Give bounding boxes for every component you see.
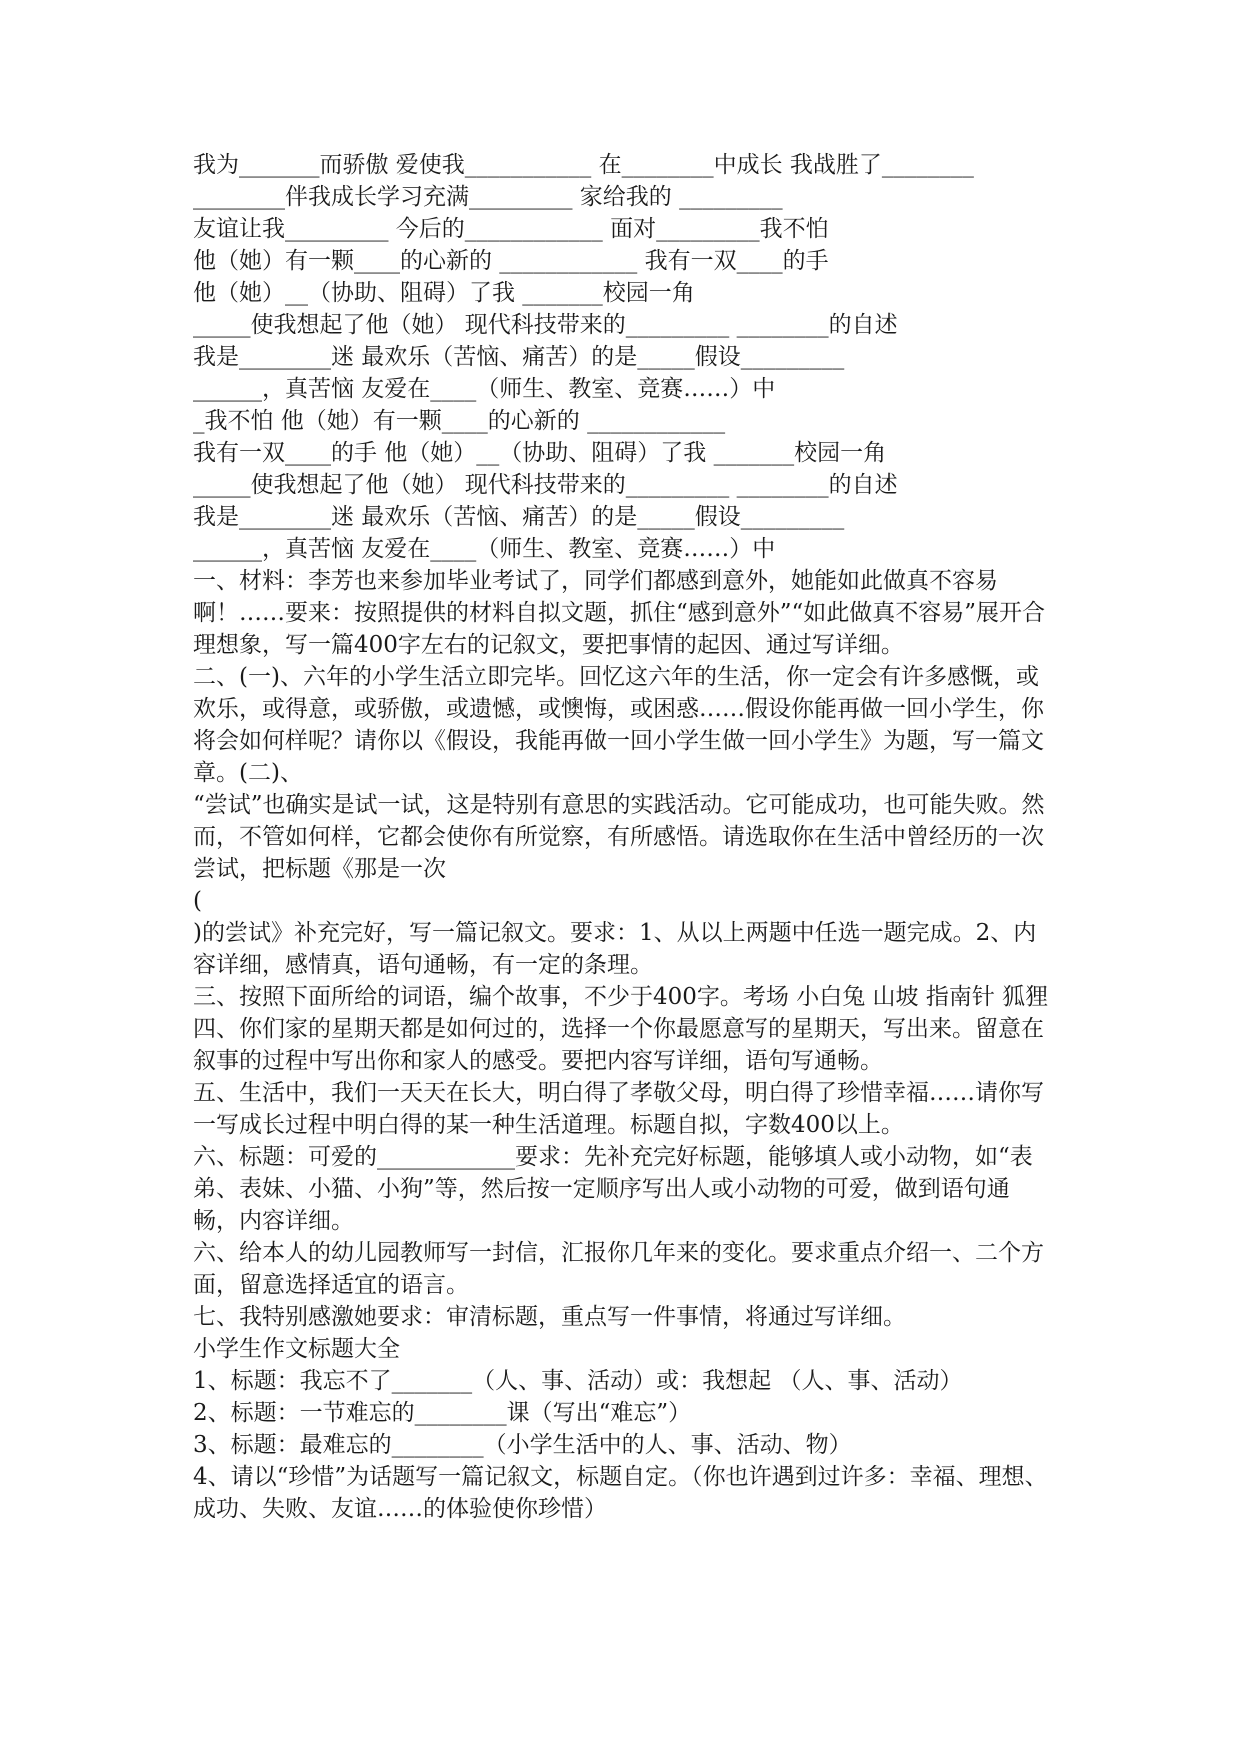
- fill-in-line-1: 我为_______而骄傲 爱使我___________ 在________中成长 我战胜了________: [193, 152, 974, 178]
- fill-in-line-10: 我有一双____的手 他（她）__（协助、阻碍）了我 _______校园一角: [193, 440, 887, 466]
- title-item-3: 3、标题：最难忘的________（小学生活中的人、事、活动、物）: [193, 1432, 852, 1458]
- prompt-two-part-two: “尝试”也确实是试一试，这是特别有意思的实践活动。它可能成功，也可能失败。然而，不管如何样，它都会使你有所觉察，有所感悟。请选取你在生活中曾经历的一次尝试，把标题《那是一次: [193, 792, 1045, 882]
- document-page: [193, 149, 1053, 1525]
- prompt-two-part-one: 二、(一)、六年的小学生活立即完毕。回忆这六年的生活，你一定会有许多感慨，或欢乐，或得意，或骄傲，或遗憾，或懊悔，或困惑……假设你能再做一回小学生，你将会如何样呢？请你以《假设，我能再做一回小学生做一回小学生》为题，写一篇文章。(二)、: [193, 664, 1044, 786]
- fill-in-line-7: 我是________迷 最欢乐（苦恼、痛苦）的是_____假设_________: [193, 344, 845, 370]
- fill-in-line-3: 友谊让我_________ 今后的____________ 面对_________我不怕: [193, 216, 829, 242]
- prompt-five-growth: 五、生活中，我们一天天在长大，明白得了孝敬父母，明白得了珍惜幸福……请你写一写成长过程中明白得的某一种生活道理。标题自拟，字数400以上。: [193, 1080, 1044, 1138]
- title-item-2: 2、标题：一节难忘的________课（写出“难忘”）: [193, 1400, 692, 1426]
- prompt-six-letter: 六、给本人的幼儿园教师写一封信，汇报你几年来的变化。要求重点介绍一、二个方面，留意选择适宜的语言。: [193, 1240, 1044, 1298]
- title-item-4: 4、请以“珍惜”为话题写一篇记叙文，标题自定。（你也许遇到过许多：幸福、理想、成功、失败、友谊……的体验使你珍惜）: [193, 1464, 1048, 1522]
- fill-in-line-12: 我是________迷 最欢乐（苦恼、痛苦）的是_____假设_________: [193, 504, 845, 530]
- prompt-one-material: 一、材料：李芳也来参加毕业考试了，同学们都感到意外，她能如此做真不容易啊！……要来：按照提供的材料自拟文题，抓住“感到意外”“如此做真不容易”展开合理想象，写一篇400字左右的记叙文，要把事情的起因、通过写详细。: [193, 568, 1046, 658]
- fill-in-line-8: ______，真苦恼 友爱在____（师生、教室、竞赛……）中: [193, 376, 776, 402]
- prompt-six-lovely: 六、标题：可爱的____________要求：先补充完好标题，能够填人或小动物，如“表弟、表妹、小猫、小狗”等，然后按一定顺序写出人或小动物的可爱，做到语句通畅，内容详细。: [193, 1144, 1033, 1234]
- fill-in-line-13: ______，真苦恼 友爱在____（师生、教室、竞赛……）中: [193, 536, 776, 562]
- section-heading-titles: 小学生作文标题大全: [193, 1336, 400, 1362]
- prompt-three-story: 三、按照下面所给的词语，编个故事，不少于400字。考场 小白兔 山坡 指南针 狐狸: [193, 984, 1049, 1010]
- fill-in-line-5: 他（她）__（协助、阻碍）了我 _______校园一角: [193, 280, 695, 306]
- prompt-four-sunday: 四、你们家的星期天都是如何过的，选择一个你最愿意写的星期天，写出来。留意在叙事的过程中写出你和家人的感受。要把内容写详细，语句写通畅。: [193, 1016, 1044, 1074]
- prompt-two-open-paren: (: [193, 888, 202, 914]
- fill-in-line-9: _我不怕 他（她）有一颗____的心新的 ____________: [193, 408, 726, 434]
- fill-in-line-11: _____使我想起了他（她） 现代科技带来的_________ ________的自述: [193, 472, 898, 498]
- fill-in-line-2: ________伴我成长学习充满_________ 家给我的 _________: [193, 184, 783, 210]
- title-item-1: 1、标题：我忘不了_______（人、事、活动）或：我想起 （人、事、活动）: [193, 1368, 963, 1394]
- fill-in-line-6: _____使我想起了他（她） 现代科技带来的_________ ________的自述: [193, 312, 898, 338]
- prompt-seven-grateful: 七、我特别感激她要求：审清标题，重点写一件事情，将通过写详细。: [193, 1304, 906, 1330]
- fill-in-line-4: 他（她）有一颗____的心新的 ____________ 我有一双____的手: [193, 248, 829, 274]
- prompt-two-requirements: )的尝试》补充完好，写一篇记叙文。要求：1、从以上两题中任选一题完成。2、内容详细，感情真，语句通畅，有一定的条理。: [193, 920, 1037, 978]
